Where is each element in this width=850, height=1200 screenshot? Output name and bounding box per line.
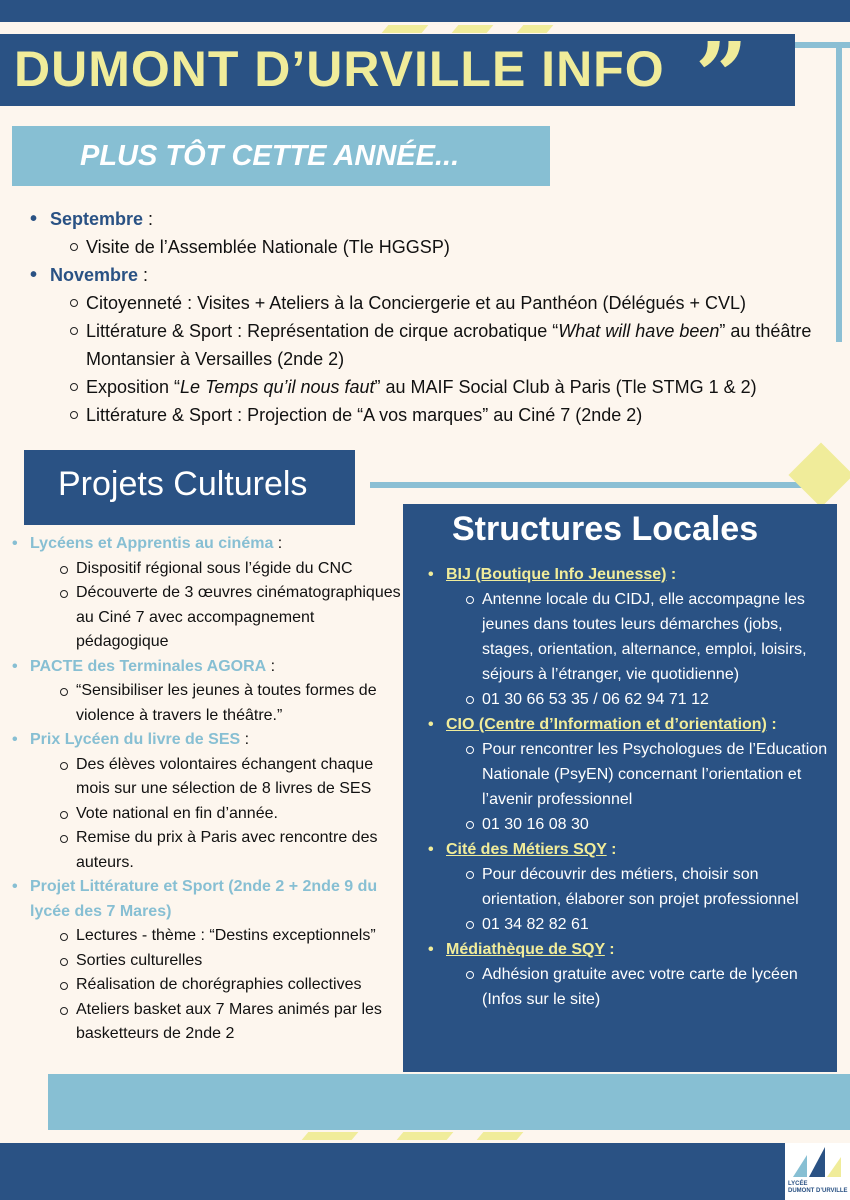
logo-line-2: DUMONT D’URVILLE bbox=[788, 1188, 848, 1194]
structure-item bbox=[420, 937, 835, 1012]
bottom-bar bbox=[0, 1143, 850, 1200]
deco-stripe bbox=[517, 25, 554, 33]
structure-details bbox=[466, 737, 835, 837]
structure-suffix: : bbox=[666, 566, 677, 583]
projet-name: Projet Littérature et Sport (2nde 2 + 2nde 9 du lycée des 7 Mares) bbox=[30, 878, 378, 920]
deco-stripe bbox=[477, 1132, 524, 1140]
deco-stripe bbox=[302, 1132, 359, 1140]
projet-detail: Découverte de 3 œuvres cinématographiques au Ciné 7 avec accompagnement pédagogique bbox=[60, 581, 405, 655]
event-item bbox=[70, 373, 830, 401]
event-item bbox=[70, 401, 830, 429]
projet-details bbox=[60, 557, 405, 655]
projet-detail: Vote national en fin d’année. bbox=[60, 802, 405, 827]
event-item bbox=[70, 317, 830, 373]
event-text: Littérature & Sport : Représentation de cirque acrobatique “ bbox=[86, 321, 559, 341]
structure-item bbox=[420, 712, 835, 837]
diamond-decoration bbox=[788, 442, 850, 507]
event-list bbox=[70, 233, 830, 261]
event-item bbox=[70, 289, 830, 317]
structure-link[interactable]: Médiathèque de SQY bbox=[446, 941, 605, 958]
structure-item bbox=[420, 562, 835, 712]
top-bar bbox=[0, 0, 850, 22]
structure-detail: 01 30 66 53 35 / 06 62 94 71 12 bbox=[466, 687, 835, 712]
month-name: Novembre bbox=[50, 265, 139, 285]
projet-name: Lycéens et Apprentis au cinéma bbox=[30, 535, 274, 552]
month-item: • Novembre : Citoyenneté : Visites + Ateliers à la Conciergerie et au Panthéon (Délégués + CVL) Littérature & Sport : Représentation de cirque acrobatique “What will have been” au théâtre Montansier à Versailles (2nde 2) Exposition “Le Temps qu’il nous faut” au MAIF Social Club à Paris (Tle STMG 1 & 2) Littérature & Sport : Projection de “A vos marques” au Ciné 7 (2nde 2) bbox=[30, 261, 830, 429]
structure-link[interactable]: CIO (Centre d’Information et d’orientation) bbox=[446, 716, 767, 733]
projet-suffix: : bbox=[266, 657, 276, 675]
projet-item bbox=[10, 532, 405, 655]
projets-heading: Projets Culturels bbox=[58, 465, 308, 503]
event-item bbox=[70, 233, 830, 261]
event-list bbox=[70, 289, 830, 429]
event-text: Littérature & Sport : Projection de “A vos marques” au Ciné 7 (2nde 2) bbox=[86, 405, 643, 425]
structure-details bbox=[466, 587, 835, 712]
projet-detail: “Sensibiliser les jeunes à toutes formes de violence à travers le théâtre.” bbox=[60, 679, 405, 728]
structure-suffix: : bbox=[604, 941, 615, 958]
deco-stripe bbox=[382, 25, 429, 33]
structures-heading: Structures Locales bbox=[452, 510, 759, 548]
earlier-banner-title: PLUS TÔT CETTE ANNÉE... bbox=[80, 140, 460, 172]
structure-item bbox=[420, 837, 835, 937]
projet-suffix: : bbox=[240, 731, 250, 748]
structure-details bbox=[466, 962, 835, 1012]
event-text: ” au MAIF Social Club à Paris (Tle STMG 1 & 2) bbox=[374, 377, 757, 397]
structure-link[interactable]: BIJ (Boutique Info Jeunesse) bbox=[446, 566, 667, 583]
logo-text bbox=[788, 1181, 848, 1195]
event-text: What will have been bbox=[558, 321, 720, 341]
quote-icon: ” bbox=[695, 22, 748, 130]
event-text: Exposition “ bbox=[86, 377, 181, 397]
structure-details bbox=[466, 862, 835, 937]
structure-link[interactable]: Cité des Métiers SQY bbox=[446, 841, 607, 858]
event-text: Citoyenneté : Visites + Ateliers à la Conciergerie et au Panthéon (Délégués + CVL) bbox=[86, 293, 747, 313]
projet-item bbox=[10, 728, 405, 875]
deco-stripe bbox=[452, 25, 494, 33]
projets-list bbox=[10, 532, 405, 1047]
structure-suffix: : bbox=[606, 841, 617, 858]
structure-detail: Pour découvrir des métiers, choisir son orientation, élaborer son projet professionnel bbox=[466, 862, 835, 912]
deco-accent bbox=[836, 42, 842, 342]
event-text: Le Temps qu’il nous faut bbox=[180, 377, 375, 397]
projet-detail: Dispositif régional sous l’égide du CNC bbox=[60, 557, 405, 582]
projet-detail: Remise du prix à Paris avec rencontre des auteurs. bbox=[60, 826, 405, 875]
structure-detail: Antenne locale du CIDJ, elle accompagne les jeunes dans toutes leurs démarches (jobs, stages, orientation, alternance, emploi, loisirs, séjours à l’étranger, vie quotidienne) bbox=[466, 587, 835, 687]
structure-detail: 01 30 16 08 30 bbox=[466, 812, 835, 837]
structure-detail: 01 34 82 82 61 bbox=[466, 912, 835, 937]
earlier-list bbox=[30, 205, 830, 429]
logo-line-1: LYCÉE bbox=[788, 1181, 808, 1187]
structures-list bbox=[420, 562, 835, 1012]
structure-suffix: : bbox=[766, 716, 777, 733]
projet-details bbox=[60, 753, 405, 876]
projet-detail: Sorties culturelles bbox=[60, 949, 405, 974]
structure-detail: Adhésion gratuite avec votre carte de lycéen (Infos sur le site) bbox=[466, 962, 835, 1012]
projet-detail: Des élèves volontaires échangent chaque mois sur une sélection de 8 livres de SES bbox=[60, 753, 405, 802]
page-title: DUMONT D’URVILLE INFO bbox=[14, 41, 665, 97]
projet-details bbox=[60, 924, 405, 1047]
month-item: • Septembre : Visite de l’Assemblée Nationale (Tle HGGSP) bbox=[30, 205, 830, 261]
projet-name: PACTE des Terminales AGORA bbox=[30, 657, 267, 675]
projet-detail: Ateliers basket aux 7 Mares animés par les basketteurs de 2nde 2 bbox=[60, 998, 405, 1047]
event-text: Visite de l’Assemblée Nationale (Tle HGGSP) bbox=[86, 237, 450, 257]
event-text: ” au théâtre Montansier à Versailles (2nde 2) bbox=[86, 321, 812, 369]
projet-detail: Réalisation de chorégraphies collectives bbox=[60, 973, 405, 998]
deco-stripe bbox=[397, 1132, 454, 1140]
projet-name: Prix Lycéen du livre de SES bbox=[30, 731, 241, 748]
month-name: Septembre bbox=[50, 209, 144, 229]
sail-logo-icon bbox=[785, 1143, 850, 1179]
projet-suffix: : bbox=[273, 535, 283, 552]
projet-item bbox=[10, 875, 405, 1047]
projet-item bbox=[10, 655, 405, 729]
projet-detail: Lectures - thème : “Destins exceptionnels” bbox=[60, 924, 405, 949]
projet-details bbox=[60, 679, 405, 728]
divider-line bbox=[370, 482, 840, 488]
bottom-band bbox=[48, 1074, 850, 1130]
structure-detail: Pour rencontrer les Psychologues de l’Education Nationale (PsyEN) concernant l’orientation et l’avenir professionnel bbox=[466, 737, 835, 812]
